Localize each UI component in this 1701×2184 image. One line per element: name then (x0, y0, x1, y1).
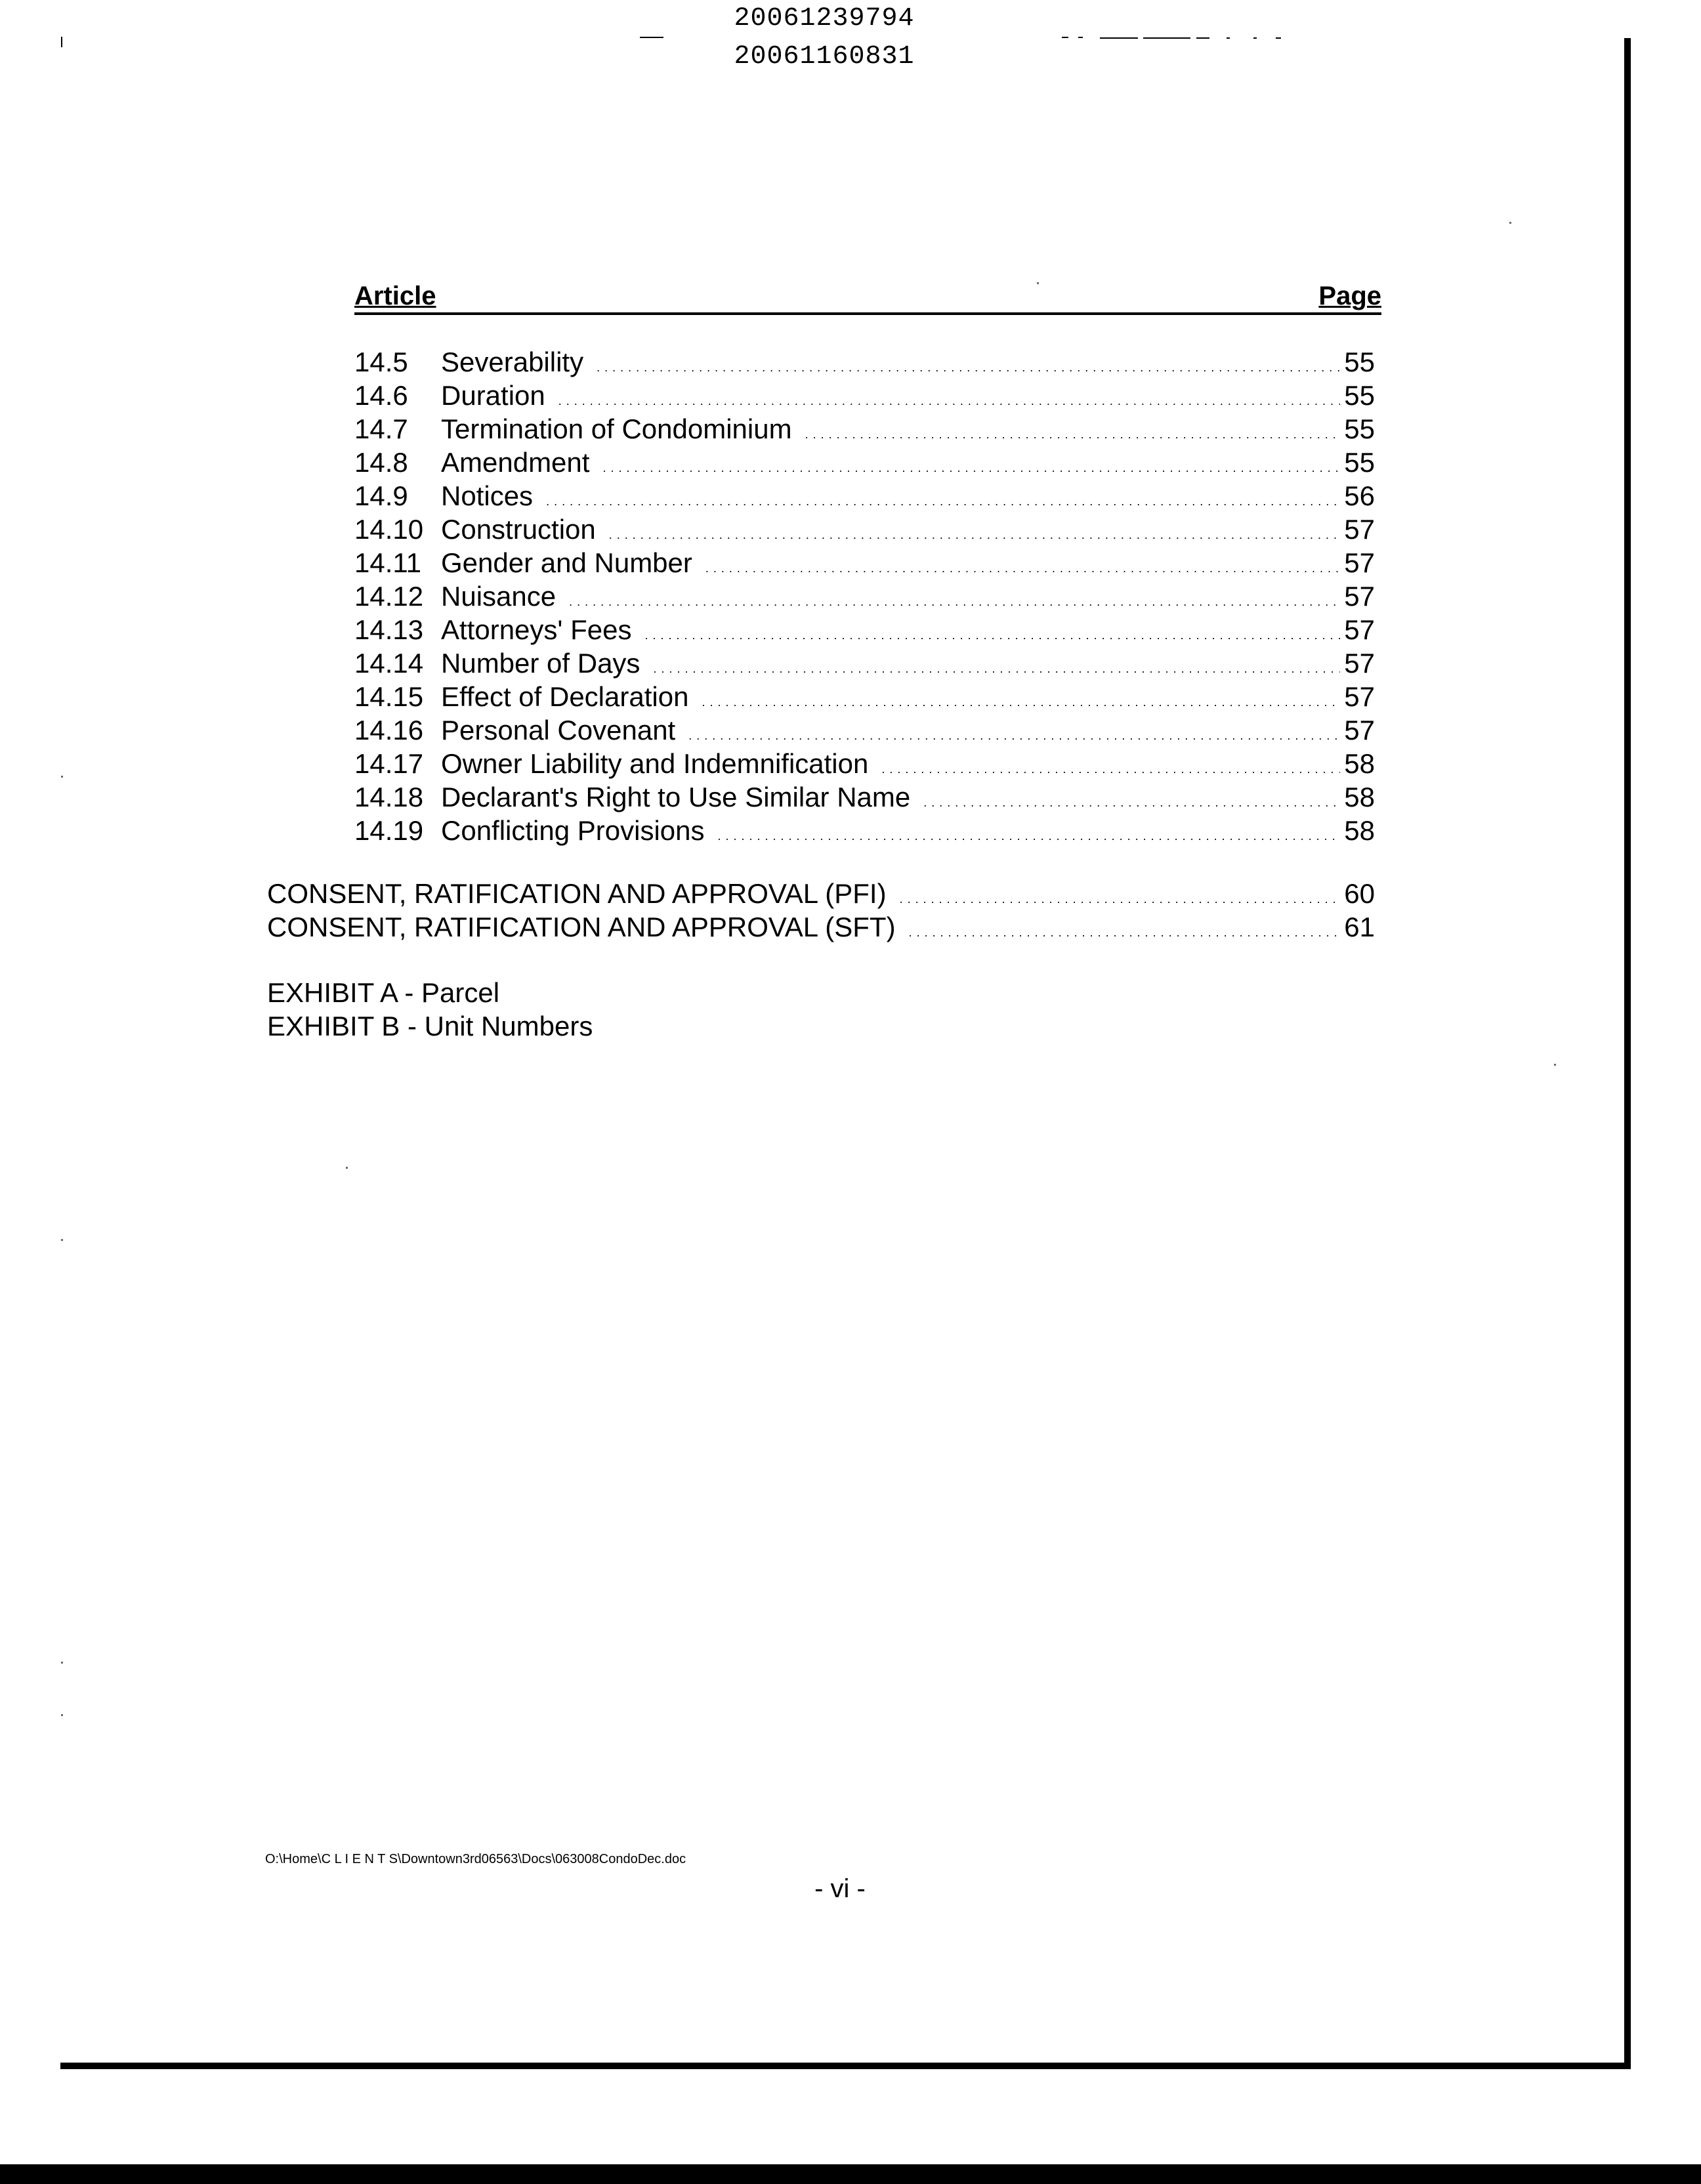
entry-title: Conflicting Provisions (441, 815, 705, 846)
consent-title: CONSENT, RATIFICATION AND APPROVAL (SFT) (267, 912, 896, 942)
entry-page: 55 (1344, 346, 1375, 377)
toc-entry (354, 780, 1375, 814)
toc-entry (354, 345, 1375, 379)
page-column-heading: Page (1318, 282, 1381, 310)
recording-number-stamp: 20061239794 (734, 4, 915, 33)
scan-artifact (1062, 37, 1068, 38)
entry-page: 58 (1344, 815, 1375, 846)
entry-page: 57 (1344, 581, 1375, 612)
scan-artifact (1196, 37, 1209, 39)
consent-section-list (267, 877, 1375, 944)
scan-artifact (1227, 37, 1230, 39)
entry-number: 14.8 (354, 447, 408, 478)
entry-page: 57 (1344, 648, 1375, 679)
dot-leader (718, 814, 1341, 853)
entry-number: 14.19 (354, 815, 424, 846)
scan-border-bottom (60, 2063, 1631, 2069)
entry-number: 14.7 (354, 413, 408, 444)
entry-page: 57 (1344, 681, 1375, 712)
entry-number: 14.9 (354, 480, 408, 511)
entry-title: Termination of Condominium (441, 413, 792, 444)
article-column-heading: Article (354, 282, 436, 310)
toc-entry (354, 513, 1375, 546)
entry-number: 14.17 (354, 748, 424, 779)
toc-entry-list (354, 345, 1375, 847)
entry-page: 58 (1344, 782, 1375, 812)
consent-entry (267, 877, 1375, 910)
scan-artifact (1143, 37, 1190, 39)
entry-number: 14.6 (354, 380, 408, 411)
toc-entry (354, 613, 1375, 646)
toc-entry (354, 680, 1375, 713)
toc-entry (354, 412, 1375, 446)
entry-title: Effect of Declaration (441, 681, 689, 712)
scan-artifact (1509, 222, 1511, 224)
scan-artifact (1276, 37, 1281, 39)
entry-page: 57 (1344, 614, 1375, 645)
recording-number-stamp-secondary: 20061160831 (734, 42, 915, 72)
entry-number: 14.12 (354, 581, 424, 612)
entry-number: 14.16 (354, 715, 424, 746)
entry-title: Amendment (441, 447, 590, 478)
consent-page: 60 (1344, 878, 1375, 909)
scan-border-right (1624, 38, 1631, 2069)
dot-leader (909, 910, 1341, 950)
scan-artifact (61, 1239, 63, 1241)
entry-page: 57 (1344, 547, 1375, 578)
entry-number: 14.15 (354, 681, 424, 712)
entry-title: Number of Days (441, 648, 640, 679)
page-number: - vi - (814, 1874, 866, 1903)
toc-entry (354, 814, 1375, 847)
entry-title: Nuisance (441, 581, 556, 612)
entry-page: 55 (1344, 413, 1375, 444)
consent-page: 61 (1344, 912, 1375, 942)
toc-entry (354, 713, 1375, 747)
scan-artifact (1253, 37, 1257, 39)
entry-title: Owner Liability and Indemnification (441, 748, 869, 779)
consent-entry (267, 910, 1375, 944)
exhibit-list (267, 976, 593, 1043)
entry-page: 57 (1344, 514, 1375, 545)
entry-title: Gender and Number (441, 547, 692, 578)
scan-artifact (61, 1662, 63, 1664)
entry-title: Notices (441, 480, 534, 511)
scan-artifact (61, 776, 63, 778)
entry-number: 14.10 (354, 514, 424, 545)
entry-title: Attorneys' Fees (441, 614, 632, 645)
entry-page: 55 (1344, 447, 1375, 478)
scan-artifact (1078, 37, 1083, 38)
scan-artifact (1100, 37, 1138, 39)
entry-number: 14.13 (354, 614, 424, 645)
entry-number: 14.14 (354, 648, 424, 679)
toc-entry (354, 747, 1375, 780)
toc-entry (354, 579, 1375, 613)
toc-entry (354, 379, 1375, 412)
scan-artifact (61, 37, 62, 47)
toc-entry (354, 546, 1375, 579)
toc-entry (354, 646, 1375, 680)
exhibit-item: EXHIBIT A - Parcel (267, 977, 500, 1008)
entry-number: 14.5 (354, 346, 408, 377)
entry-number: 14.18 (354, 782, 424, 812)
entry-title: Duration (441, 380, 545, 411)
scan-artifact (640, 37, 663, 38)
toc-header (354, 278, 1381, 315)
toc-entry (354, 479, 1375, 513)
entry-page: 57 (1344, 715, 1375, 746)
consent-title: CONSENT, RATIFICATION AND APPROVAL (PFI) (267, 878, 887, 909)
entry-title: Personal Covenant (441, 715, 676, 746)
entry-title: Severability (441, 346, 584, 377)
scan-artifact (346, 1167, 348, 1169)
entry-page: 56 (1344, 480, 1375, 511)
scan-artifact (61, 1714, 63, 1716)
entry-title: Declarant's Right to Use Similar Name (441, 782, 911, 812)
entry-page: 55 (1344, 380, 1375, 411)
entry-title: Construction (441, 514, 596, 545)
exhibit-item: EXHIBIT B - Unit Numbers (267, 1011, 593, 1041)
entry-page: 58 (1344, 748, 1375, 779)
scan-artifact (1554, 1064, 1556, 1066)
entry-number: 14.11 (354, 547, 421, 578)
toc-entry (354, 446, 1375, 479)
document-file-path: O:\Home\C L I E N T S\Downtown3rd06563\Docs\063008CondoDec.doc (265, 1852, 686, 1866)
